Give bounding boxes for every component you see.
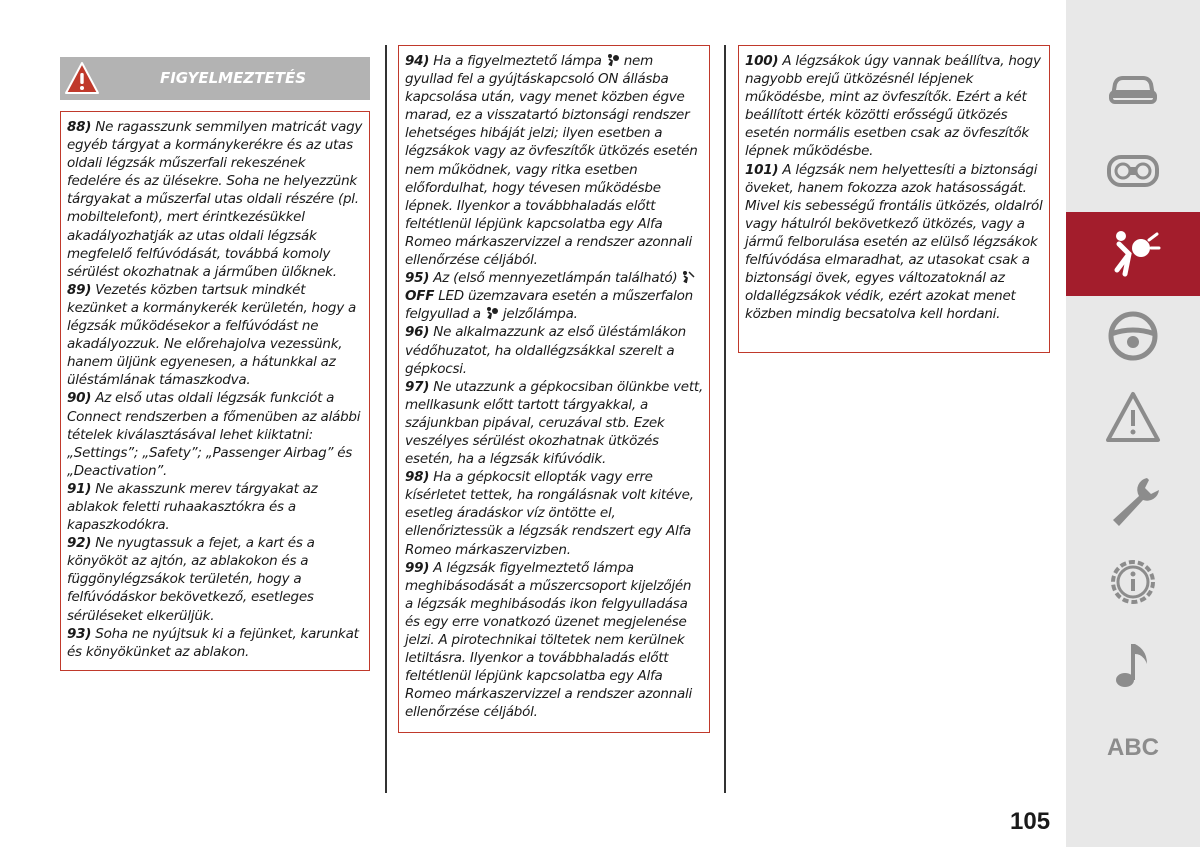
dashboard-icon <box>1103 141 1163 201</box>
note-91: 91) Ne akasszunk merev tárgyakat az ablakok feletti ruhaakasztókra és a kapaszkodókra. <box>67 480 318 534</box>
info-gear-icon <box>1103 552 1163 612</box>
column-divider <box>724 45 726 793</box>
note-88: 88) Ne ragasszunk semmilyen matricát vagy egyéb tárgyat a kormánykerékre és az utas oldali légzsák műszerfali rekeszének fedelére és az ülésekre. Soha ne helyezzünk tárgyakat a műszerfal utas oldali részére (pl. mobiltelefont), mert érintkezésükkel akadályozhatják az utas oldali légzsák megfelelő felfúvódását, továbbá komoly sérülést okozhatnak a járműben ülőknek. <box>67 119 363 280</box>
note-96: 96) Ne alkalmazzunk az első üléstámlákon védőhuzatot, ha oldallégzsákkal szerelt a gépkocsi. <box>405 324 686 377</box>
banner-title: FIGYELMEZTETÉS <box>159 69 306 87</box>
airbag-icon <box>606 53 620 67</box>
sidebar-item-index[interactable] <box>1066 708 1200 788</box>
sidebar-item-driving[interactable] <box>1066 296 1200 376</box>
note-101: 101) A légzsák nem helyettesíti a biztonsági öveket, hanem fokozza azok hatásosságát. Mivel kis sebességű frontális ütközés, oldalról vagy hátulról bekövetkező ütközés, vagy a jármű felborulása esetén az elülső légzsákok felfúvódása elmaradhat, az utasokat csak a biztonsági övek, egyes változatoknál az oldallégzsákok védik, ezért azokat menet közben mindig becsatolva kell hordani. <box>745 161 1043 323</box>
note-93: 93) Soha ne nyújtsuk ki a fejünket, karunkat és könyökünket az ablakon. <box>67 625 359 660</box>
note-92: 92) Ne nyugtassuk a fejet, a kart és a könyököt az ajtón, az ablakokon és a függönylégzsákok területén, hogy a felfúvódáskor bekövetkező, esetleges sérüléseket elkerüljük. <box>67 535 315 624</box>
sidebar-item-maintenance[interactable] <box>1066 460 1200 540</box>
warning-box-right <box>738 45 1050 353</box>
warning-box-left <box>60 111 370 671</box>
sidebar-item-multimedia[interactable] <box>1066 624 1200 704</box>
chapter-sidebar <box>1066 0 1200 847</box>
note-89: 89) Vezetés közben tartsuk mindkét kezünket a kormánykerék kerületén, hogy a légzsák működésekor a felfúvódást ne akadályozzuk. Ne előrehajolva vezessünk, hanem üljünk egyenesen, a hátunkkal az üléstámlának támaszkodva. <box>67 281 356 389</box>
note-90: 90) Az első utas oldali légzsák funkciót a Connect rendszerben a főmenüben az alábbi tételek kiválasztásával lehet kiiktatni: „Settings”; „Safety”; „Passenger Airbag” és „Deactivation”. <box>67 390 361 479</box>
airbag-icon <box>485 306 499 320</box>
airbag-off-icon <box>681 270 695 284</box>
note-94: 94) Ha a figyelmeztető lámpa nem gyullad fel a gyújtáskapcsoló ON állásba kapcsolása után, vagy menet közben égve marad, ez a visszatartó biztonsági rendszer lehetséges hibáját jelzi; ilyen esetben a légzsákok vagy az övfeszítők ütközés esetén nem működnek, vagy ritka esetben előfordulhat, hogy tévesen működésbe lépnek. Ilyenkor a továbbhaladás előtt feltétlenül lépjünk kapcsolatba egy Alfa Romeo márkaszervizzel a rendszer azonnali ellenőrzése céljából. <box>405 53 698 269</box>
warning-icon <box>1103 388 1163 448</box>
note-95: 95) Az (első mennyezetlámpán található) OFF LED üzemzavara esetén a műszerfalon felgyullad a jelzőlámpa. <box>405 269 703 323</box>
note-99: 99) A légzsák figyelmeztető lámpa meghibásodását a műszercsoport kijelzőjén a légzsák meghibásodás ikon felgyulladása és egy erre vonatkozó üzenet megjelenése jelzi. A pirotechnikai töltetek nem kerülnek letiltásra. Ilyenkor a továbbhaladás előtt feltétlenül lépjünk kapcsolatba egy Alfa Romeo márkaszervizzel a rendszer azonnali ellenőrzése céljából. <box>405 559 693 721</box>
page-number: 105 <box>1010 808 1051 835</box>
note-97: 97) Ne utazzunk a gépkocsiban ölünkbe vett, mellkasunk előtt tartott tárgyakkal, a szájunkban pipával, ceruzával stb. Ezek veszélyes sérülést okozhatnak ütközés esetén, ha a légzsák kifúvódik. <box>405 378 703 468</box>
airbag-icon <box>1103 224 1163 284</box>
warning-banner <box>60 57 370 100</box>
column-divider <box>385 45 387 793</box>
warning-box-middle <box>398 45 710 733</box>
sidebar-item-warnings[interactable] <box>1066 378 1200 458</box>
note-98: 98) Ha a gépkocsit ellopták vagy erre kísérletet tettek, ha rongálásnak volt kitéve, esetleg áradáskor víz öntötte el, ellenőriztessük a légzsák rendszert egy Alfa Romeo márkaszervizben. <box>405 469 694 558</box>
sidebar-item-safety[interactable] <box>1066 212 1200 296</box>
sidebar-item-dashboard[interactable] <box>1066 131 1200 211</box>
car-icon <box>1103 58 1163 118</box>
abc-index-label: ABC <box>1107 734 1159 761</box>
note-100: 100) A légzsákok úgy vannak beállítva, hogy nagyobb erejű ütközésnél lépjenek működésbe, mint az övfeszítők. Ezért a két beállított érték közötti erősségű ütközés esetén normális esetben csak az övfeszítők lépnek működésbe. <box>745 53 1041 160</box>
wrench-icon <box>1103 470 1163 530</box>
music-note-icon <box>1103 634 1163 694</box>
steering-wheel-icon <box>1103 306 1163 366</box>
sidebar-item-technical[interactable] <box>1066 542 1200 622</box>
sidebar-item-car[interactable] <box>1066 48 1200 128</box>
